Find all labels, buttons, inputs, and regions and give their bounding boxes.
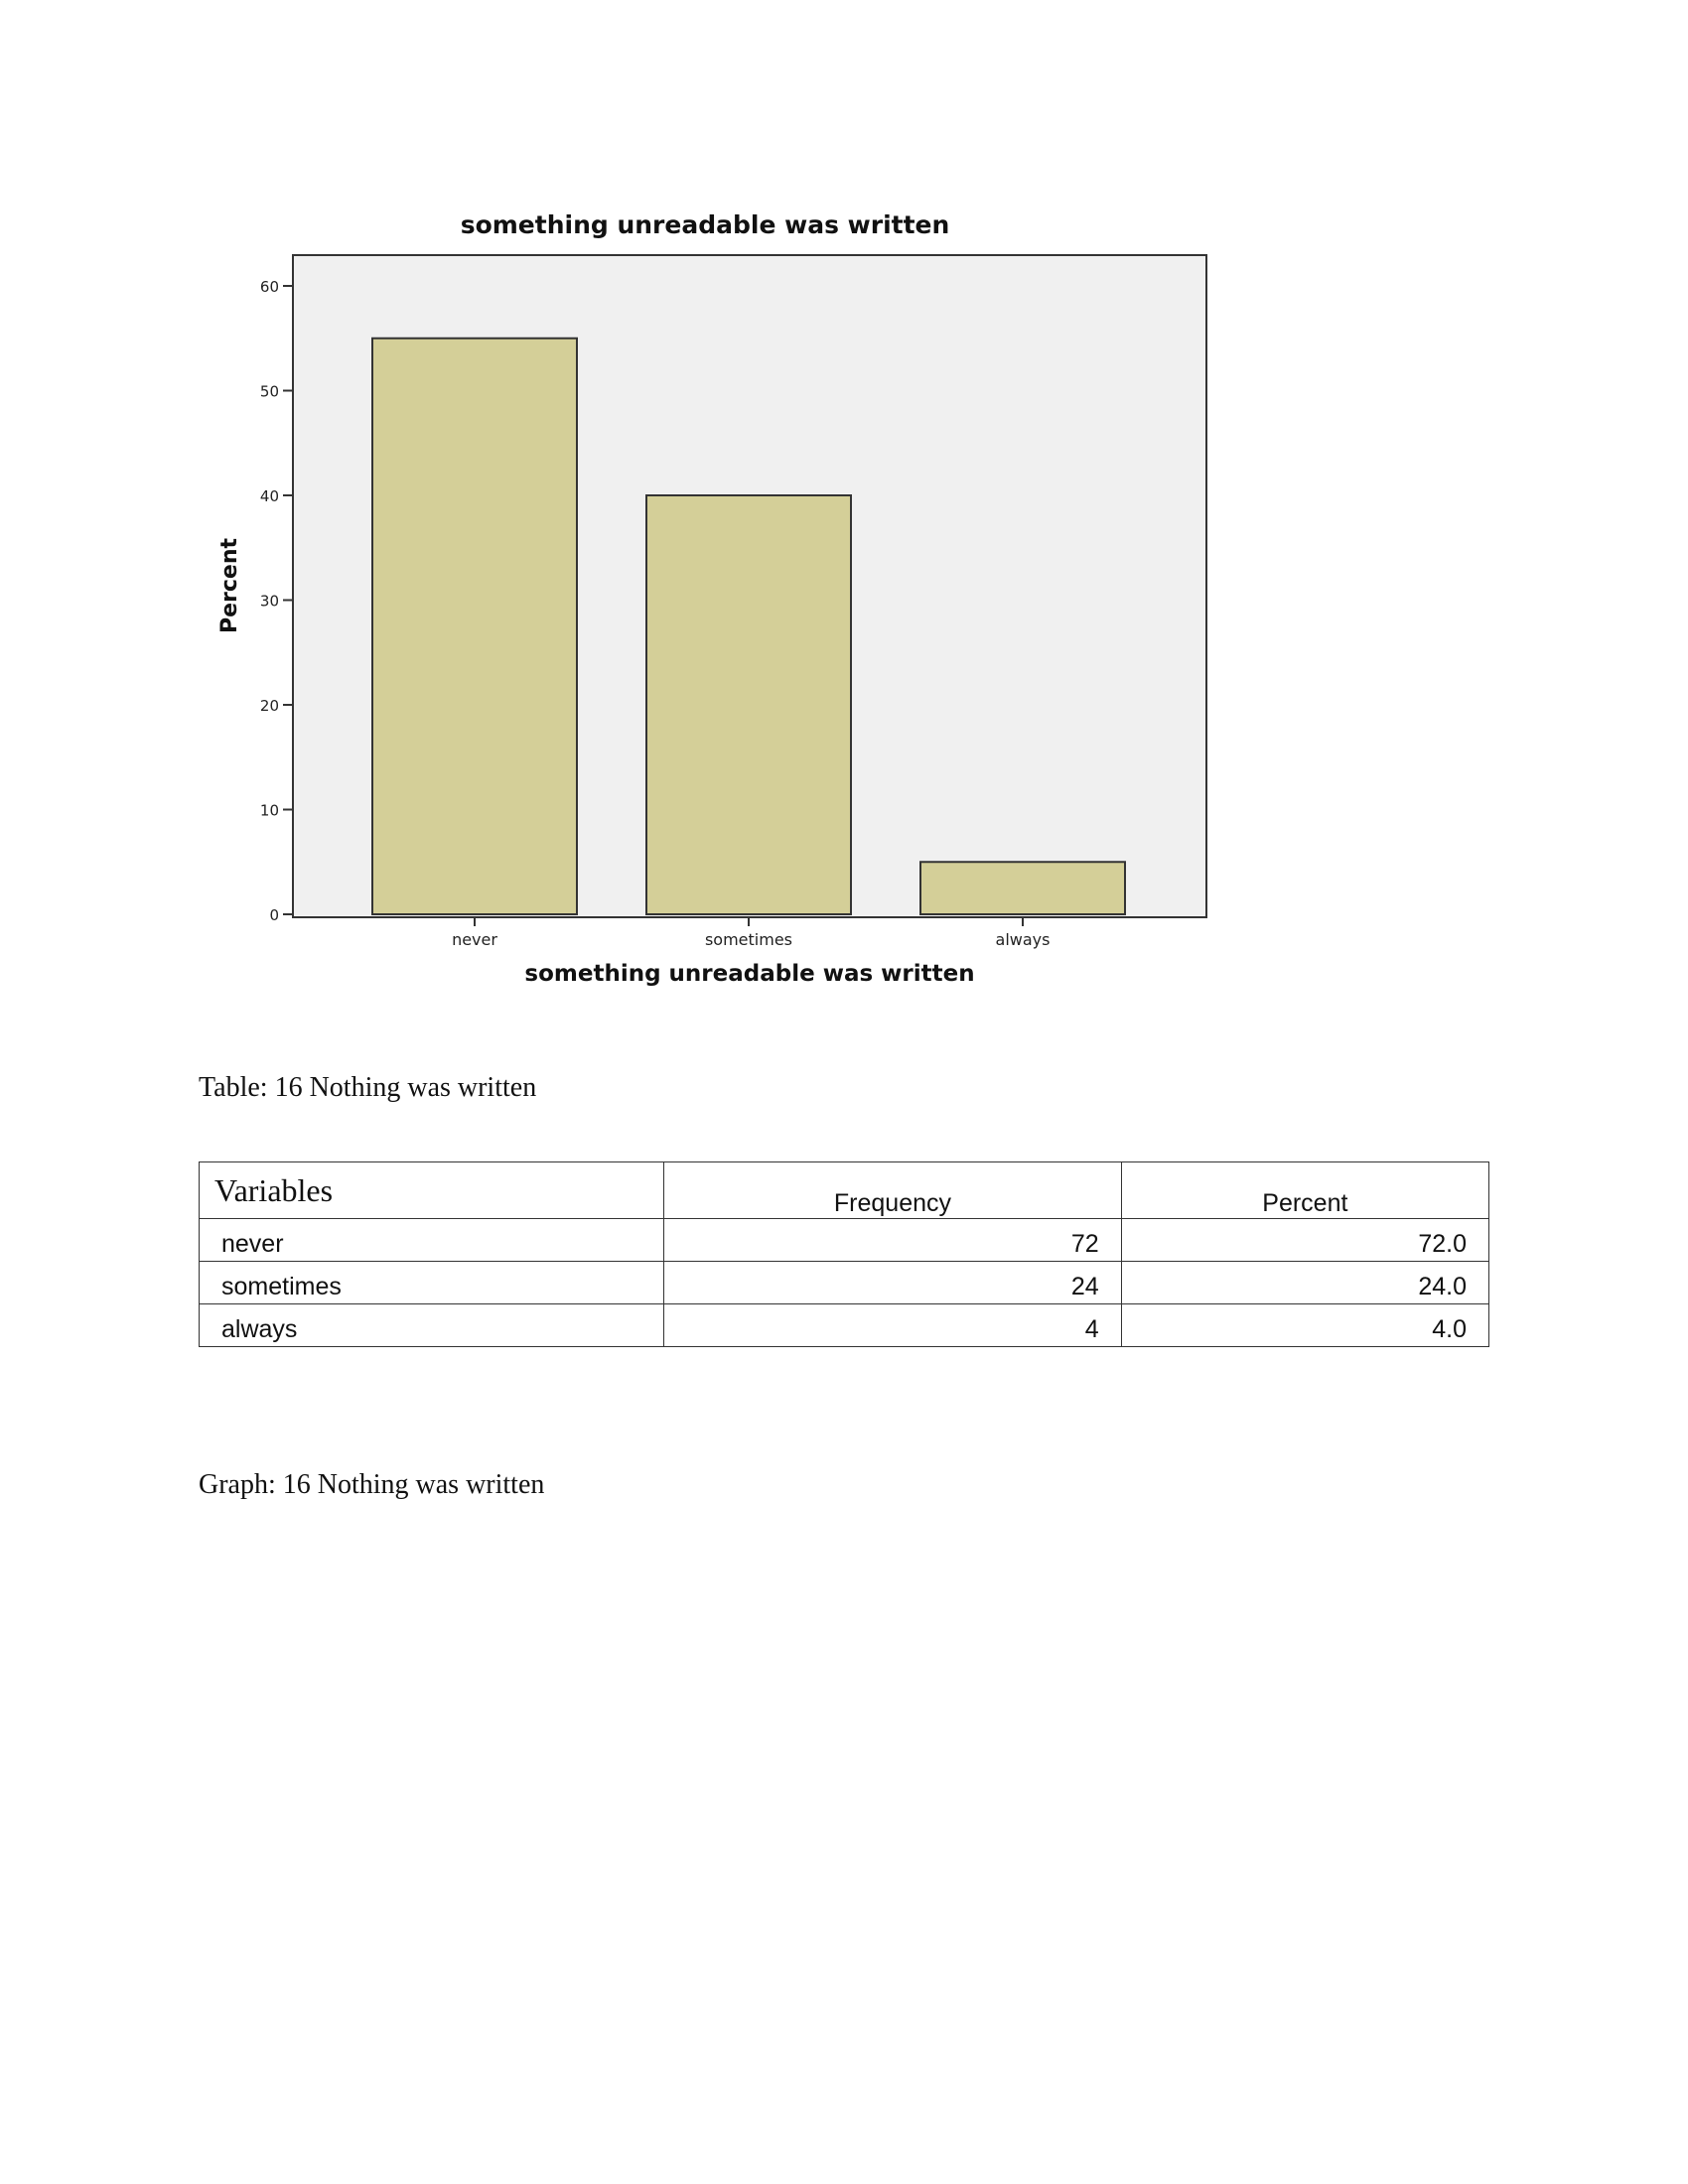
bar-never [372,339,577,914]
table-header-row [200,1162,1489,1219]
bar-chart [199,204,1251,998]
frequency-table [199,1161,1489,1347]
row-percent: 24.0 [1121,1262,1488,1304]
table-row [200,1262,1489,1304]
row-label: sometimes [200,1262,664,1304]
table-row [200,1304,1489,1347]
row-percent: 72.0 [1121,1219,1488,1262]
table-row [200,1219,1489,1262]
header-percent: Percent [1121,1162,1488,1219]
bar-always [920,862,1125,914]
row-frequency: 72 [664,1219,1121,1262]
row-label: never [200,1219,664,1262]
header-variables: Variables [200,1162,664,1219]
row-percent: 4.0 [1121,1304,1488,1347]
row-frequency: 24 [664,1262,1121,1304]
table-caption: Table: 16 Nothing was written [199,1072,537,1103]
bar-sometimes [646,495,851,914]
x-tick-label: always [995,930,1051,949]
y-tick-label: 40 [259,487,279,505]
y-tick-label: 30 [259,592,279,611]
x-tick-label: never [452,930,497,949]
y-tick-label: 50 [259,382,279,401]
header-frequency: Frequency [664,1162,1121,1219]
x-axis-label: something unreadable was written [524,961,975,987]
row-label: always [200,1304,664,1347]
y-tick-label: 20 [259,697,279,715]
y-axis-label: Percent [217,537,242,634]
graph-caption: Graph: 16 Nothing was written [199,1469,545,1500]
x-axis [452,917,1050,949]
y-tick-label: 0 [269,906,279,924]
row-frequency: 4 [664,1304,1121,1347]
y-axis [260,278,293,924]
x-tick-label: sometimes [704,930,793,949]
chart-title: something unreadable was written [460,210,950,239]
y-tick-label: 60 [259,278,279,296]
y-tick-label: 10 [259,801,279,820]
